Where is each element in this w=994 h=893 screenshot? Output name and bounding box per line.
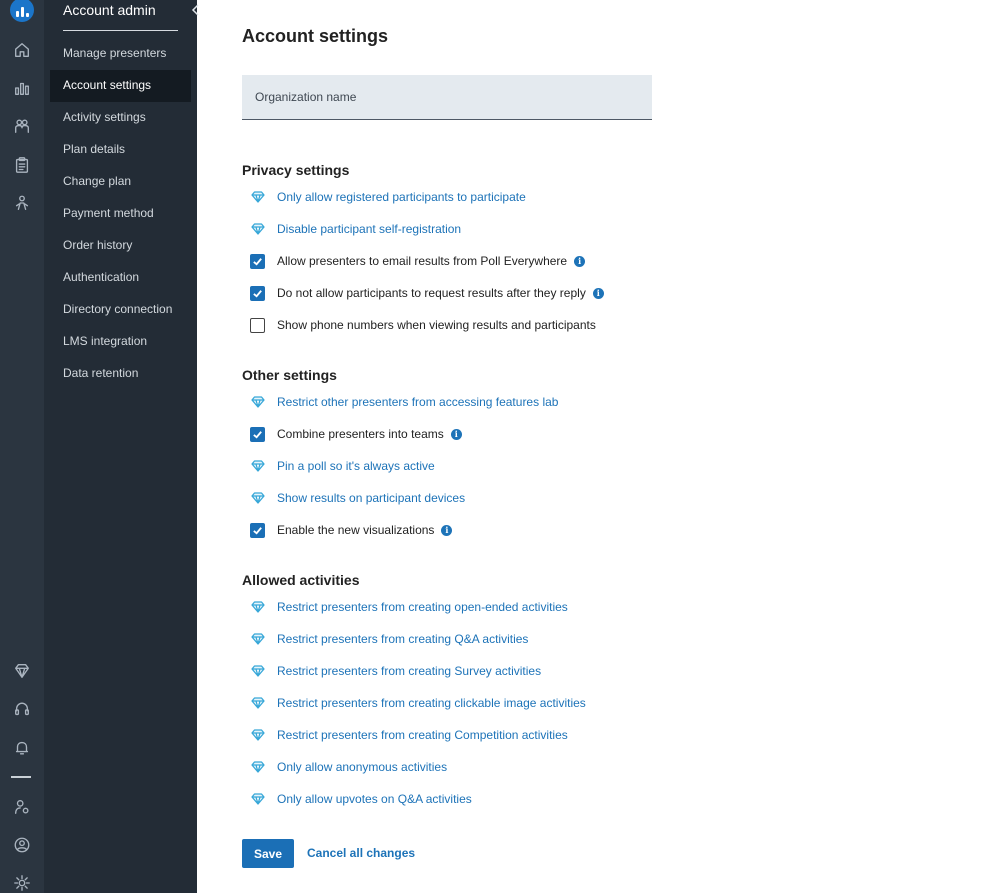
sidebar-item-directory-connection[interactable]: Directory connection <box>63 302 173 316</box>
premium-diamond-icon <box>250 491 265 505</box>
account-admin-sidebar <box>44 0 197 893</box>
setting-label[interactable]: Restrict other presenters from accessing features lab <box>277 395 559 409</box>
sidebar-item-authentication[interactable]: Authentication <box>63 270 140 284</box>
sidebar-header <box>63 0 178 31</box>
icon-rail <box>0 0 44 893</box>
setting-pin-poll[interactable] <box>250 456 435 476</box>
setting-no-request-results <box>250 283 604 303</box>
sidebar-item-order-history[interactable]: Order history <box>63 238 133 252</box>
premium-diamond-icon <box>250 696 265 710</box>
setting-label: Show phone numbers when viewing results and participants <box>277 318 596 332</box>
sidebar-item-change-plan[interactable]: Change plan <box>63 174 132 188</box>
premium-diamond-icon <box>250 190 265 204</box>
setting-label[interactable]: Restrict presenters from creating Competition activities <box>277 728 568 742</box>
setting-label: Allow presenters to email results from Poll Everywhere <box>277 254 568 268</box>
bell-icon[interactable] <box>11 737 33 759</box>
account-admin-icon[interactable] <box>11 192 33 214</box>
user-settings-icon[interactable] <box>11 796 33 818</box>
privacy-settings-heading: Privacy settings <box>242 162 350 178</box>
sidebar-item-account-settings[interactable]: Account settings <box>50 70 191 102</box>
setting-allow-email-results <box>250 251 585 271</box>
cancel-all-changes-link[interactable]: Cancel all changes <box>307 846 416 860</box>
setting-restrict-clickable-image[interactable] <box>250 693 586 713</box>
setting-combine-presenters-teams <box>250 424 462 444</box>
premium-diamond-icon <box>250 395 265 409</box>
premium-diamond-icon <box>250 600 265 614</box>
premium-diamond-icon <box>250 664 265 678</box>
sidebar-item-manage-presenters[interactable]: Manage presenters <box>63 46 167 60</box>
premium-diamond-icon <box>250 632 265 646</box>
checkbox-checked[interactable] <box>250 254 265 269</box>
setting-enable-new-visualizations <box>250 520 452 540</box>
sidebar-title: Account admin <box>63 2 156 18</box>
setting-label[interactable]: Restrict presenters from creating open-ended activities <box>277 600 568 614</box>
setting-label: Do not allow participants to request results after they reply <box>277 286 586 300</box>
clipboard-icon[interactable] <box>11 154 33 176</box>
setting-show-phone-numbers <box>250 315 596 335</box>
setting-label[interactable]: Only allow registered participants to participate <box>277 190 526 204</box>
sidebar-menu <box>50 38 191 390</box>
setting-label[interactable]: Only allow upvotes on Q&A activities <box>277 792 472 806</box>
setting-label[interactable]: Restrict presenters from creating clickable image activities <box>277 696 586 710</box>
setting-restrict-features-lab[interactable] <box>250 392 558 412</box>
setting-label[interactable]: Restrict presenters from creating Survey activities <box>277 664 542 678</box>
profile-icon[interactable] <box>11 834 33 856</box>
sidebar-item-payment-method[interactable]: Payment method <box>63 206 154 220</box>
page-title: Account settings <box>242 26 389 46</box>
sidebar-item-data-retention[interactable]: Data retention <box>63 366 139 380</box>
collapse-sidebar-chevron-left-icon[interactable] <box>189 2 203 18</box>
premium-diamond-icon <box>250 222 265 236</box>
checkbox-checked[interactable] <box>250 523 265 538</box>
setting-label[interactable]: Pin a poll so it's always active <box>277 459 435 473</box>
gear-icon[interactable] <box>11 872 33 893</box>
support-headset-icon[interactable] <box>11 698 33 720</box>
sidebar-item-plan-details[interactable]: Plan details <box>63 142 126 156</box>
account-settings-main <box>242 0 982 893</box>
organization-name-input[interactable] <box>242 75 652 120</box>
premium-diamond-icon <box>250 459 265 473</box>
setting-label[interactable]: Disable participant self-registration <box>277 222 462 236</box>
setting-label[interactable]: Only allow anonymous activities <box>277 760 448 774</box>
allowed-activities-heading: Allowed activities <box>242 572 360 588</box>
reports-icon[interactable] <box>11 77 33 99</box>
checkbox-checked[interactable] <box>250 427 265 442</box>
info-icon[interactable]: i <box>574 256 585 267</box>
setting-restrict-open-ended[interactable] <box>250 597 568 617</box>
participants-icon[interactable] <box>11 115 33 137</box>
premium-diamond-icon <box>250 792 265 806</box>
sidebar-item-activity-settings[interactable]: Activity settings <box>63 110 146 124</box>
info-icon[interactable]: i <box>441 525 452 536</box>
diamond-icon[interactable] <box>11 660 33 682</box>
setting-only-anonymous[interactable] <box>250 757 447 777</box>
setting-label: Combine presenters into teams <box>277 427 444 441</box>
setting-show-results-participant-devices[interactable] <box>250 488 465 508</box>
setting-disable-self-registration[interactable] <box>250 219 461 239</box>
premium-diamond-icon <box>250 760 265 774</box>
sidebar-item-lms-integration[interactable]: LMS integration <box>63 334 148 348</box>
setting-restrict-qa[interactable] <box>250 629 528 649</box>
setting-label[interactable]: Show results on participant devices <box>277 491 466 505</box>
other-settings-heading: Other settings <box>242 367 337 383</box>
setting-only-registered-participants[interactable] <box>250 187 526 207</box>
checkbox-unchecked[interactable] <box>250 318 265 333</box>
poll-everywhere-logo-icon[interactable] <box>10 0 34 22</box>
save-button[interactable]: Save <box>242 839 294 868</box>
setting-label: Enable the new visualizations <box>277 523 435 537</box>
rail-divider <box>11 776 31 778</box>
checkbox-checked[interactable] <box>250 286 265 301</box>
home-icon[interactable] <box>11 39 33 61</box>
setting-only-upvotes-qa[interactable] <box>250 789 472 809</box>
setting-restrict-survey[interactable] <box>250 661 541 681</box>
info-icon[interactable]: i <box>593 288 604 299</box>
setting-label[interactable]: Restrict presenters from creating Q&A activities <box>277 632 529 646</box>
premium-diamond-icon <box>250 728 265 742</box>
info-icon[interactable]: i <box>451 429 462 440</box>
setting-restrict-competition[interactable] <box>250 725 568 745</box>
